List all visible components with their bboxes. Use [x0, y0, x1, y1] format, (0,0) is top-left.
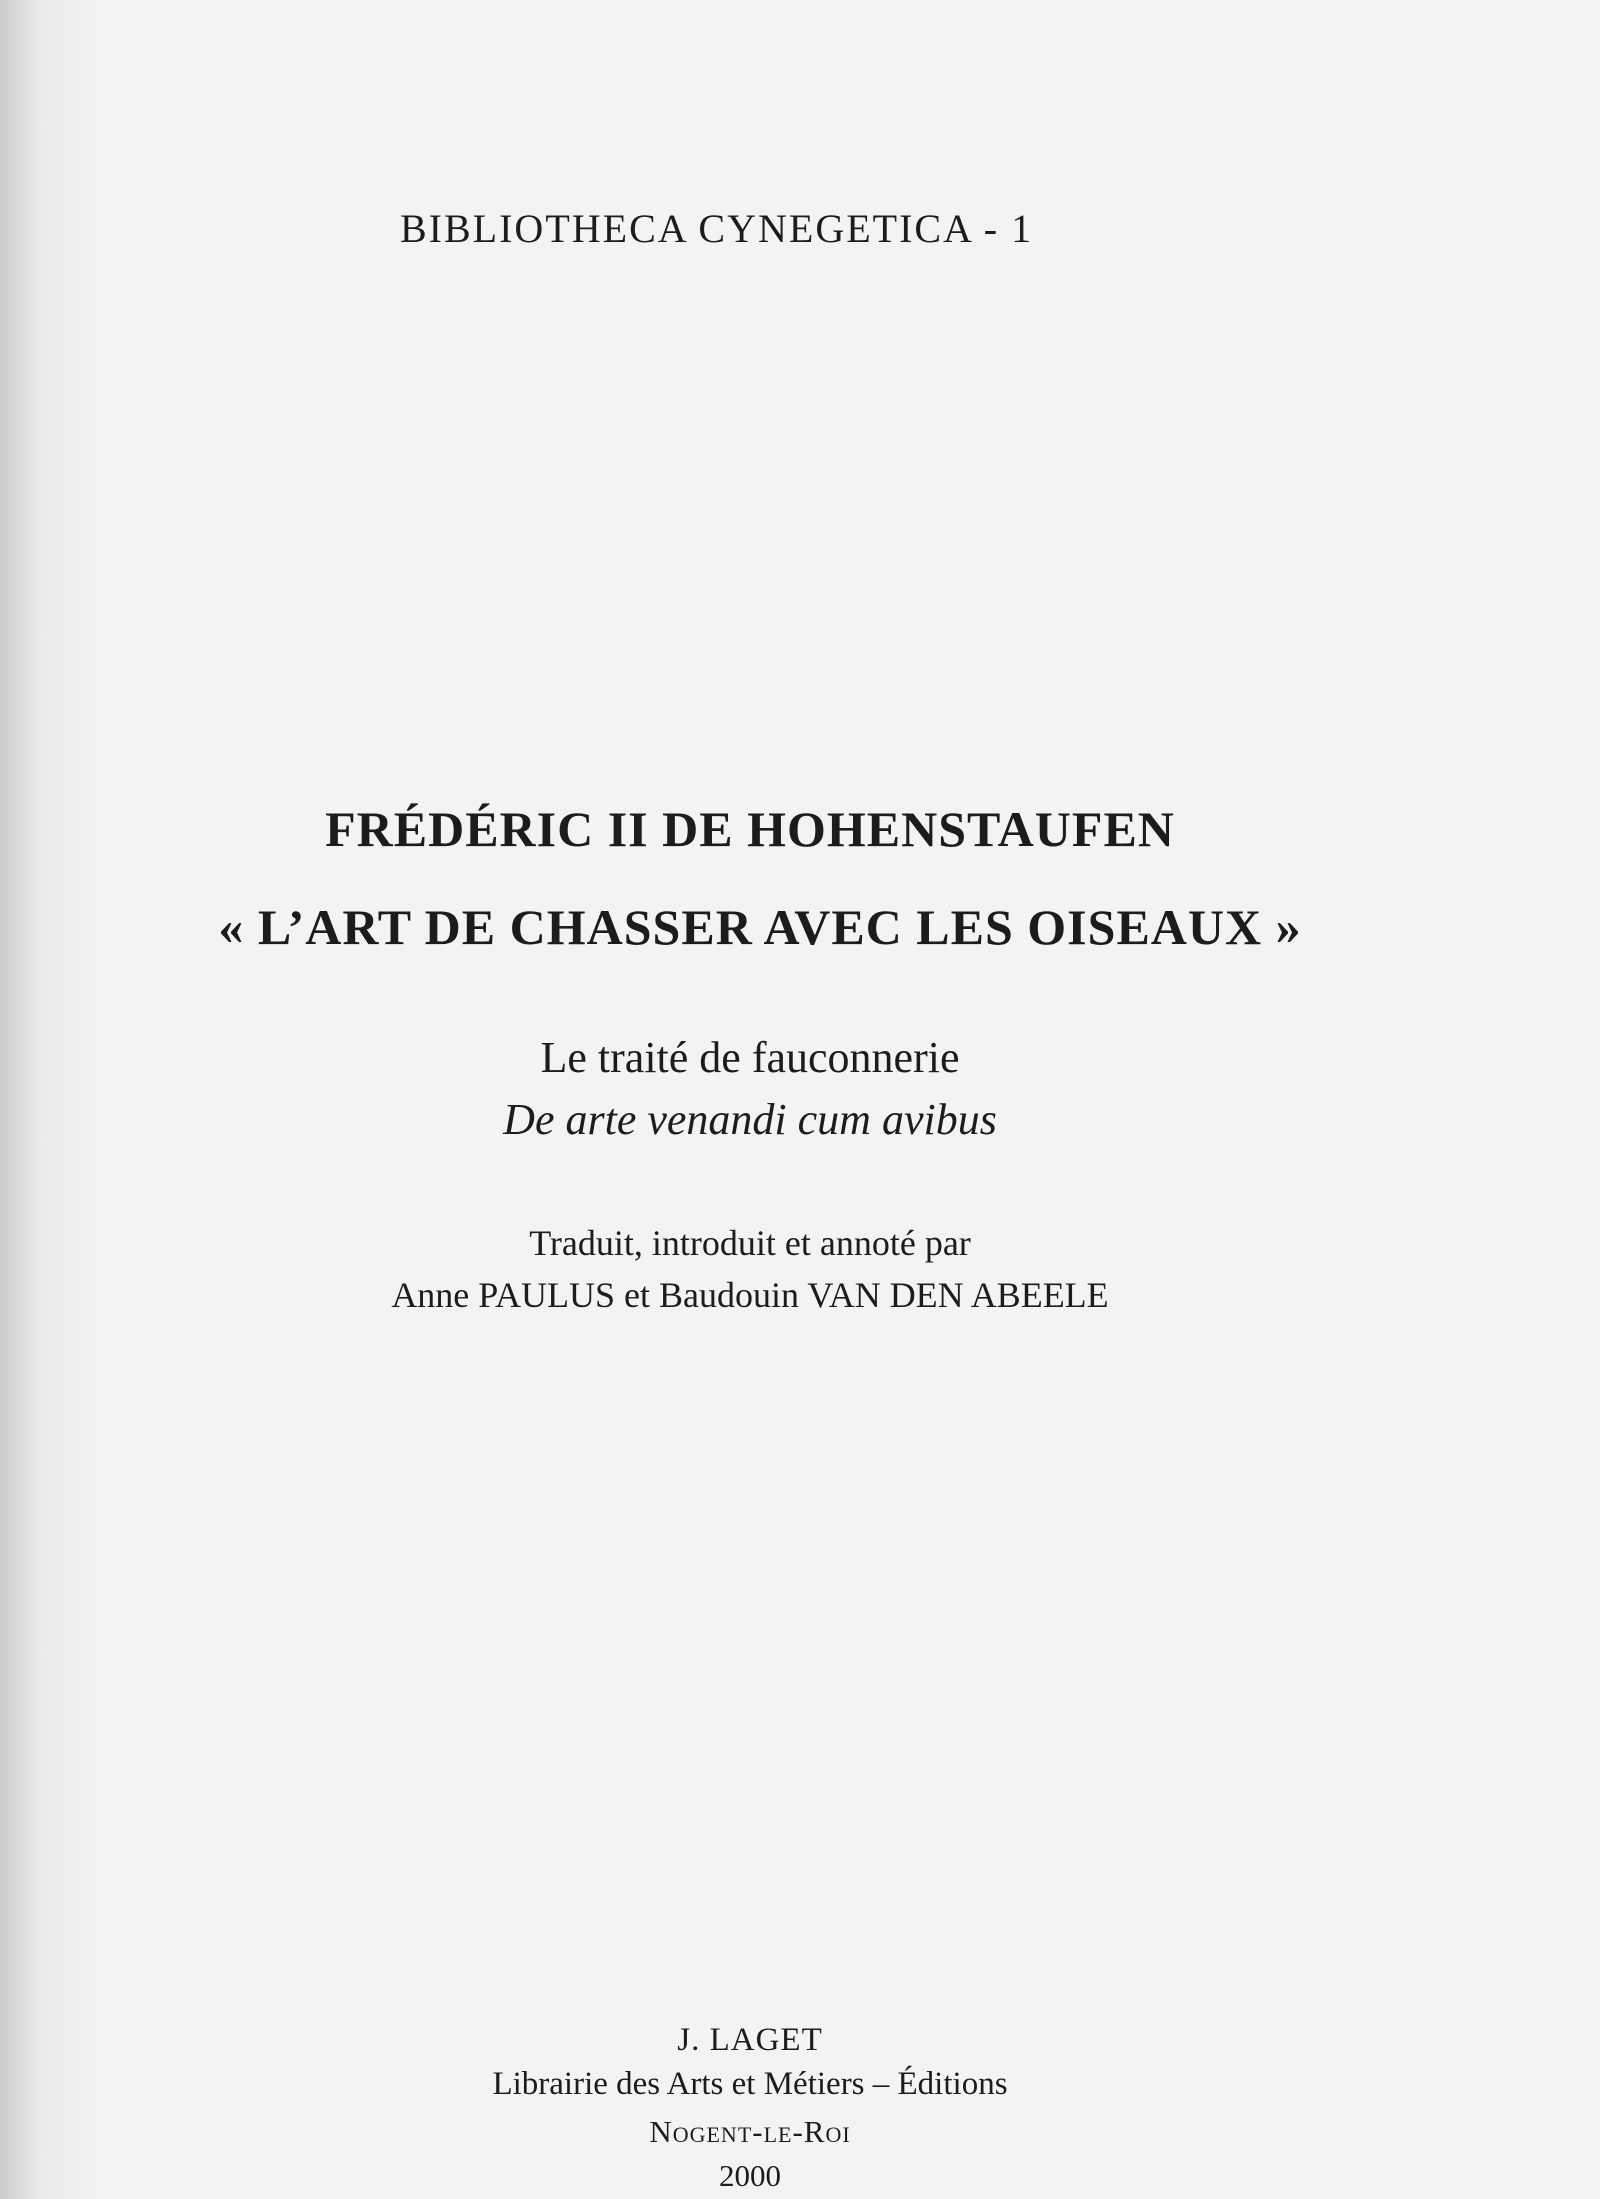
latin-title: De arte venandi cum avibus — [503, 1095, 997, 1144]
book-title: « L’ART DE CHASSER AVEC LES OISEAUX » — [218, 899, 1302, 955]
publication-city: Nogent-le-Roi — [649, 2114, 851, 2149]
publisher-name: J. LAGET — [677, 2022, 823, 2058]
translated-by-line: Traduit, introduit et annoté par — [529, 1223, 971, 1263]
series-title: BIBLIOTHECA CYNEGETICA - 1 — [400, 206, 1034, 251]
book-author: FRÉDÉRIC II DE HOHENSTAUFEN — [325, 801, 1175, 857]
publication-year: 2000 — [719, 2158, 781, 2193]
translators-line: Anne PAULUS et Baudouin VAN DEN ABEELE — [391, 1275, 1109, 1315]
book-subtitle: Le traité de fauconnerie — [540, 1033, 960, 1082]
publisher-full-name: Librairie des Arts et Métiers – Éditions — [492, 2066, 1008, 2102]
